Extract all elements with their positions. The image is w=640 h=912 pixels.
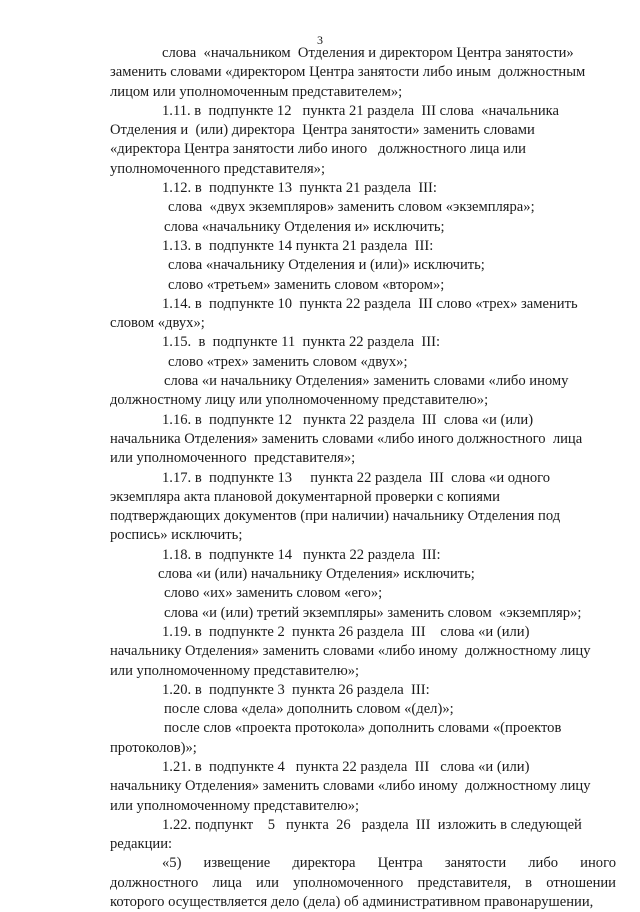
text-line: Отделения и (или) директора Центра занятости» заменить словами: [110, 122, 535, 139]
text-line: лицом или уполномоченным представителем»;: [110, 83, 403, 100]
text-line: или уполномоченному представителю»;: [110, 797, 360, 814]
text-line: 1.12. в подпункте 13 пункта 21 раздела III:: [162, 180, 437, 197]
text-line: протоколов)»;: [110, 739, 197, 756]
text-line: должностного лица или уполномоченного представителя, в отношении: [110, 874, 616, 891]
document-body: [110, 44, 616, 912]
text-line: слова «и (или) начальнику Отделения» исключить;: [158, 566, 475, 583]
text-line: 1.17. в подпункте 13 пункта 22 раздела III слова «и одного: [162, 469, 551, 486]
text-line: начальнику Отделения» заменить словами «либо иному должностному лицу: [110, 778, 591, 795]
text-line: подтверждающих документов (при наличии) начальнику Отделения под: [110, 508, 561, 525]
text-line: слова «и начальнику Отделения» заменить словами «либо иному: [164, 373, 569, 390]
text-line: слова «и (или) третий экземпляры» заменить словом «экземпляр»;: [164, 604, 582, 621]
text-line: которого осуществляется дело (дела) об административном правонарушении,: [110, 894, 594, 911]
text-line: слова «начальником Отделения и директором Центра занятости»: [162, 45, 574, 61]
text-line: 1.19. в подпункте 2 пункта 26 раздела III слова «и (или): [162, 623, 530, 640]
text-line: слово «их» заменить словом «его»;: [164, 585, 383, 602]
text-line: 1.21. в подпункте 4 пункта 22 раздела III слова «и (или): [162, 758, 530, 775]
text-line: или уполномоченного представителя»;: [110, 450, 356, 467]
page-number: 3: [317, 33, 323, 47]
text-line: слово «третьем» заменить словом «втором»;: [168, 276, 445, 293]
text-line: начальнику Отделения» заменить словами «либо иному должностному лицу: [110, 643, 591, 660]
text-line: после слова «дела» дополнить словом «(дел)»;: [164, 701, 454, 718]
text-line: слово «трех» заменить словом «двух»;: [168, 353, 408, 370]
text-line: 1.20. в подпункте 3 пункта 26 раздела III:: [162, 681, 430, 698]
text-line: 1.18. в подпункте 14 пункта 22 раздела III:: [162, 546, 441, 563]
text-line: заменить словами «директором Центра занятости либо иным должностным: [110, 64, 586, 81]
text-line: «5) извещение директора Центра занятости либо иного: [162, 855, 616, 872]
text-line: словом «двух»;: [110, 315, 205, 332]
text-line: 1.15. в подпункте 11 пункта 22 раздела III:: [162, 334, 441, 351]
text-line: слова «начальнику Отделения и (или)» исключить;: [168, 257, 485, 274]
text-line: 1.14. в подпункте 10 пункта 22 раздела III слово «трех» заменить: [162, 295, 578, 312]
text-line: роспись» исключить;: [110, 527, 243, 544]
text-line: «директора Центра занятости либо иного должностного лица или: [110, 141, 526, 158]
text-line: 1.13. в подпункте 14 пункта 21 раздела III:: [162, 237, 434, 254]
text-line: редакции:: [110, 836, 173, 853]
text-line: слова «двух экземпляров» заменить словом «экземпляра»;: [168, 199, 535, 216]
text-line: должностному лицу или уполномоченному представителю»;: [110, 392, 489, 409]
text-line: 1.11. в подпункте 12 пункта 21 раздела III слова «начальника: [162, 102, 560, 119]
text-line: уполномоченного представителя»;: [110, 160, 326, 177]
text-line: 1.22. подпункт 5 пункта 26 раздела III изложить в следующей: [162, 816, 582, 833]
text-line: экземпляра акта плановой документарной проверки с копиями: [110, 488, 500, 505]
text-line: начальника Отделения» заменить словами «либо иного должностного лица: [110, 430, 583, 447]
text-line: после слов «проекта протокола» дополнить словами «(проектов: [164, 720, 562, 737]
text-line: 1.16. в подпункте 12 пункта 22 раздела III слова «и (или): [162, 411, 534, 428]
text-line: или уполномоченному представителю»;: [110, 662, 360, 679]
text-line: слова «начальнику Отделения и» исключить;: [164, 218, 445, 235]
